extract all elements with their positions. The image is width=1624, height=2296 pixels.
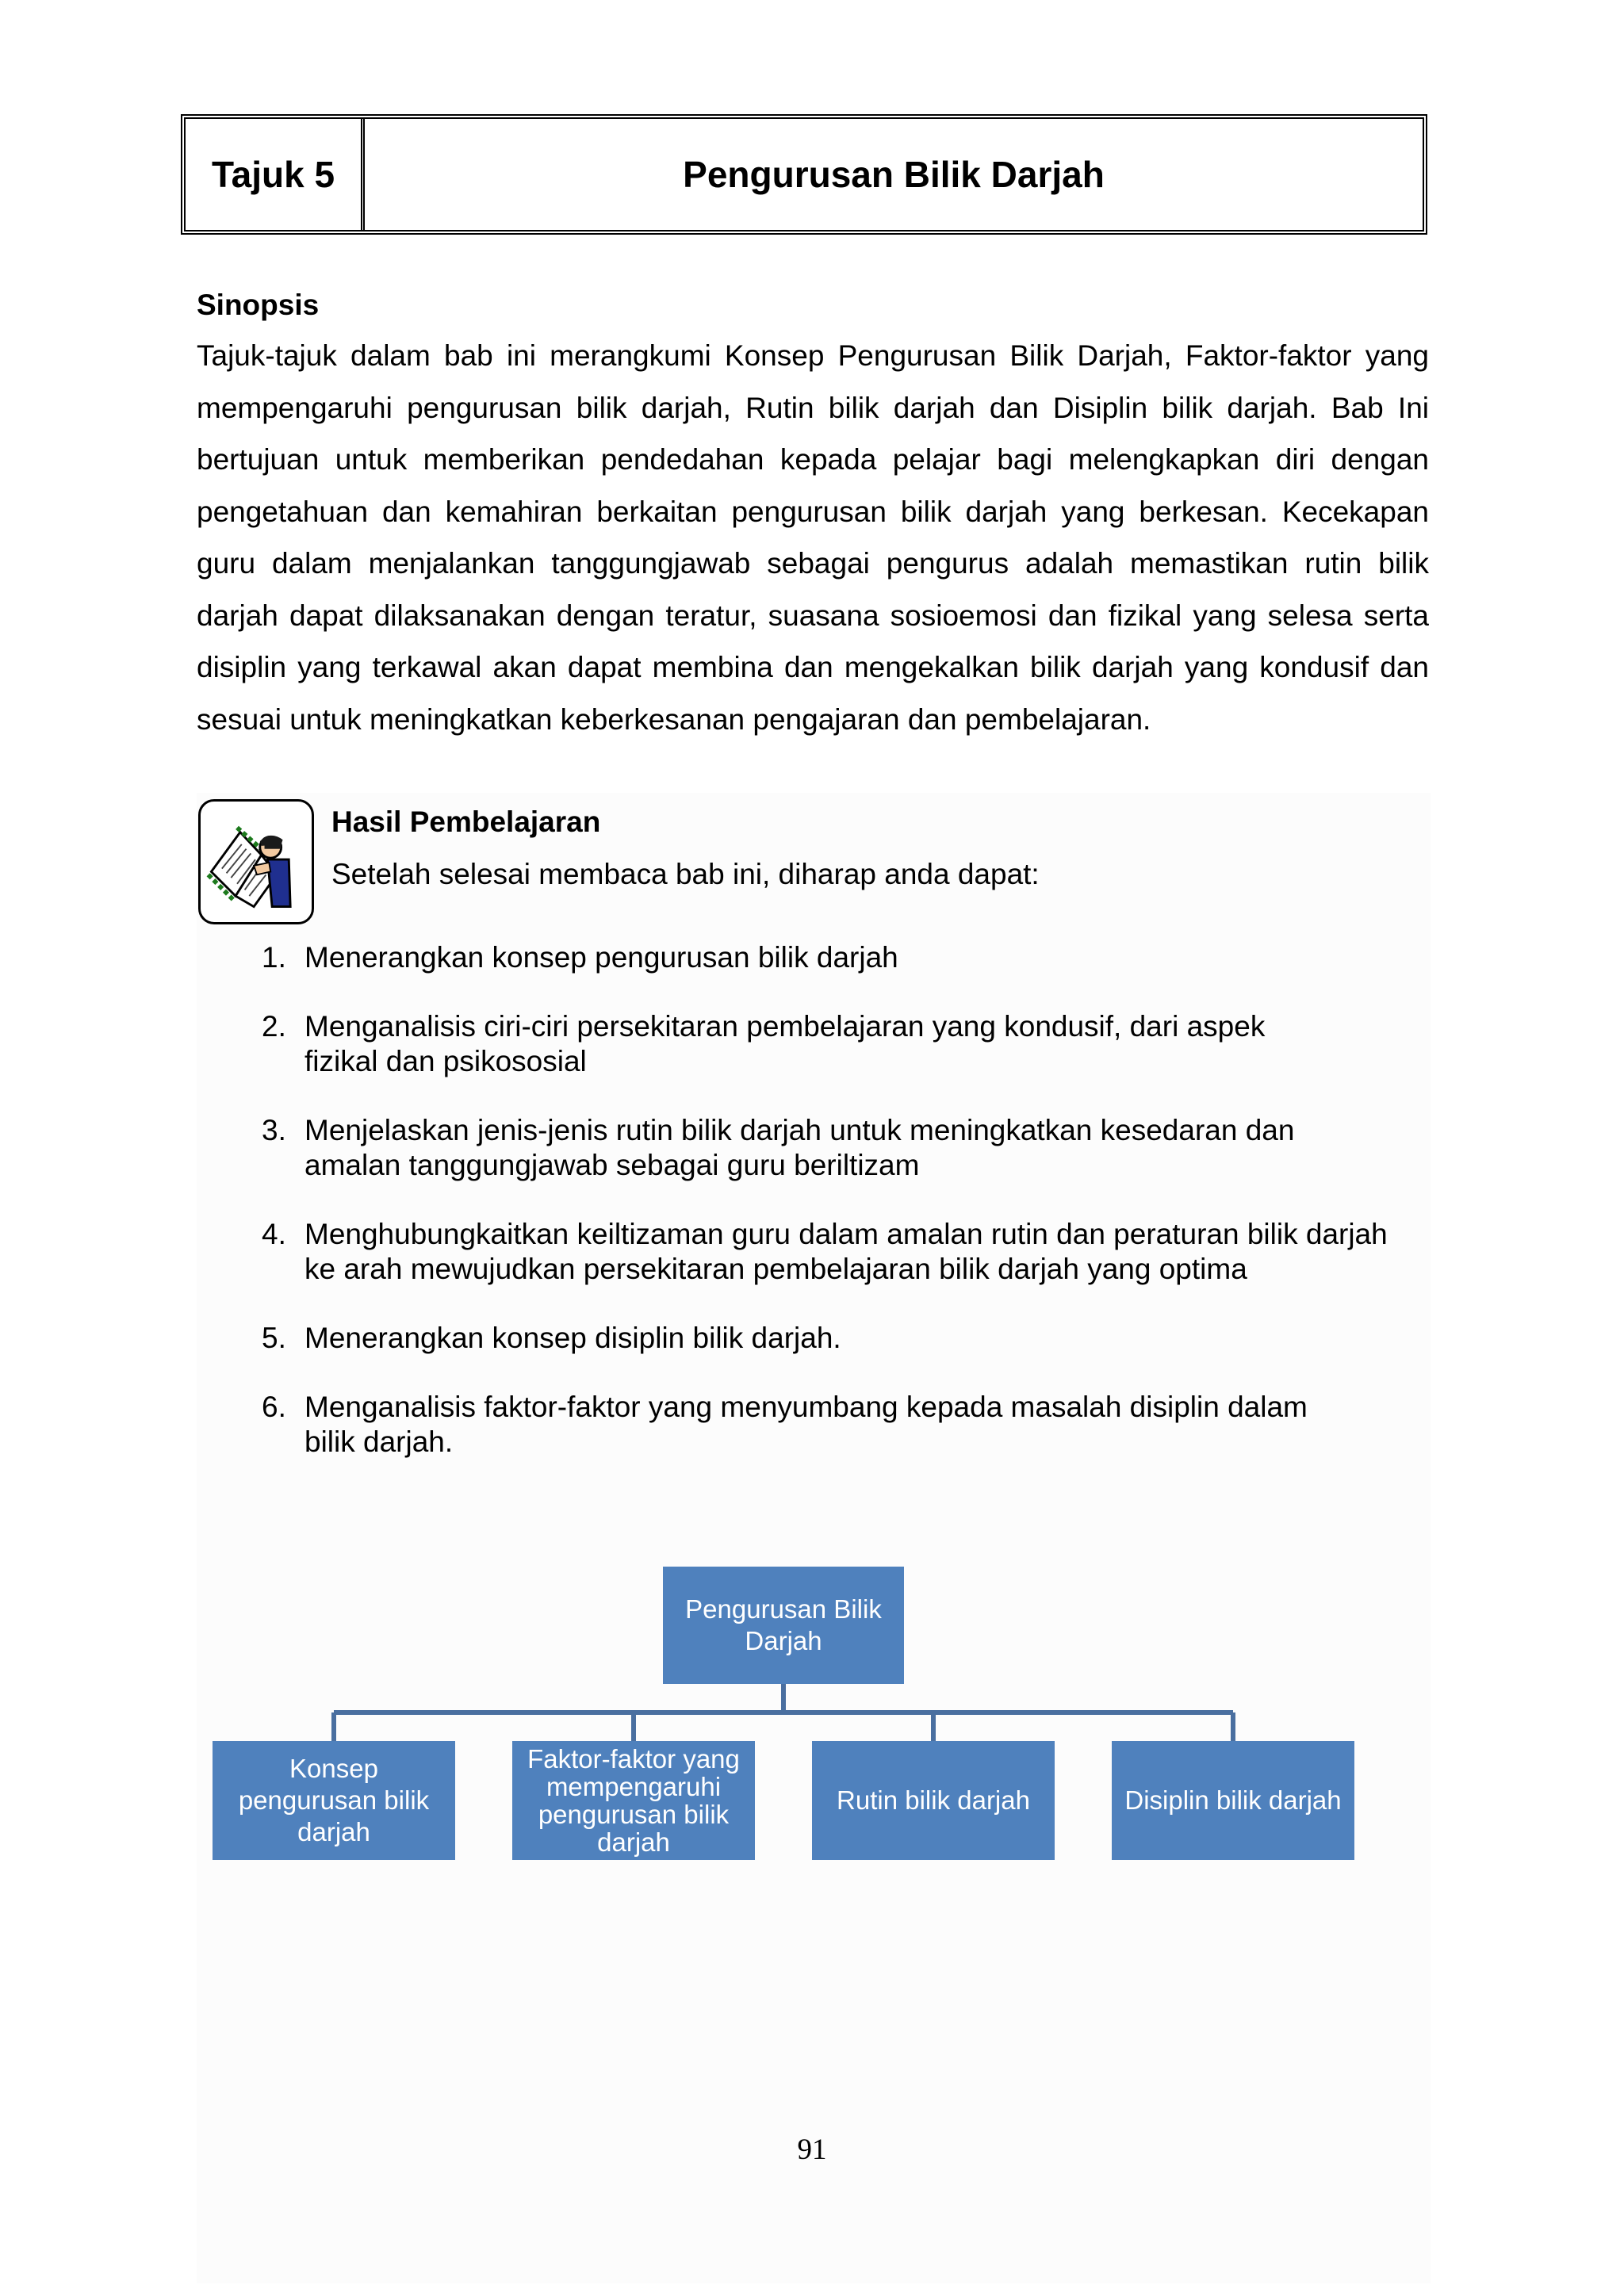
list-item [262,1009,1419,1079]
learning-outcomes-heading: Hasil Pembelajaran [331,806,601,838]
list-item-number: 1. [262,941,286,974]
list-item-text: Menerangkan konsep pengurusan bilik darjah [304,941,898,974]
chapter-label: Tajuk 5 [186,119,365,230]
topic-diagram [206,1554,1396,1871]
chapter-title: Pengurusan Bilik Darjah [683,154,1105,195]
list-item [262,1390,1419,1460]
diagram-child-node: Rutin bilik darjah [812,1741,1055,1860]
reading-book-icon [198,799,314,924]
diagram-child-node: Konsep pengurusan bilik darjah [213,1741,455,1860]
list-item-text: Menganalisis ciri-ciri persekitaran pembelajaran yang kondusif, dari aspek fizikal dan psikososial [304,1010,1266,1077]
list-item-number: 6. [262,1391,286,1423]
list-item [262,1113,1419,1183]
list-item-number: 3. [262,1114,286,1146]
chapter-header-table [181,114,1427,235]
diagram-root-node: Pengurusan Bilik Darjah [663,1567,904,1684]
list-item [262,940,1419,975]
list-item [262,1321,1419,1356]
list-item [262,1217,1419,1287]
sinopsis-heading: Sinopsis [197,289,320,321]
list-item-text: Menghubungkaitkan keiltizaman guru dalam amalan rutin dan peraturan bilik darjah ke arah mewujudkan persekitaran pembelajaran bilik darjah yang optima [304,1218,1388,1285]
list-item-text: Menganalisis faktor-faktor yang menyumbang kepada masalah disiplin dalam bilik darjah. [304,1391,1308,1458]
diagram-child-node: Disiplin bilik darjah [1112,1741,1354,1860]
learning-outcomes-list [262,940,1419,1494]
diagram-child-node: Faktor-faktor yang mempengaruhi pengurusan bilik darjah [512,1741,755,1860]
sinopsis-paragraph: Tajuk-tajuk dalam bab ini merangkumi Konsep Pengurusan Bilik Darjah, Faktor-faktor yang mempengaruhi pengurusan bilik darjah, Rutin bilik darjah dan Disiplin bilik darjah. Bab Ini bertujuan untuk memberikan pendedahan kepada pelajar bagi melengkapkan diri dengan pengetahuan dan kemahiran berkaitan pengurusan bilik darjah yang berkesan. Kecekapan guru dalam menjalankan tanggungjawab sebagai pengurus adalah memastikan rutin bilik darjah dapat dilaksanakan dengan teratur, suasana sosioemosi dan fizikal yang selesa serta disiplin yang terkawal akan dapat membina dan mengekalkan bilik darjah yang kondusif dan sesuai untuk meningkatkan keberkesanan pengajaran dan pembelajaran. [197,339,1429,736]
list-item-text: Menerangkan konsep disiplin bilik darjah. [304,1322,841,1354]
list-item-number: 2. [262,1010,286,1043]
list-item-number: 4. [262,1218,286,1250]
list-item-number: 5. [262,1322,286,1354]
page-number: 91 [797,2133,827,2166]
learning-outcomes-intro: Setelah selesai membaca bab ini, diharap anda dapat: [331,858,1040,890]
list-item-text: Menjelaskan jenis-jenis rutin bilik darjah untuk meningkatkan kesedaran dan amalan tanggungjawab sebagai guru beriltizam [304,1114,1295,1181]
